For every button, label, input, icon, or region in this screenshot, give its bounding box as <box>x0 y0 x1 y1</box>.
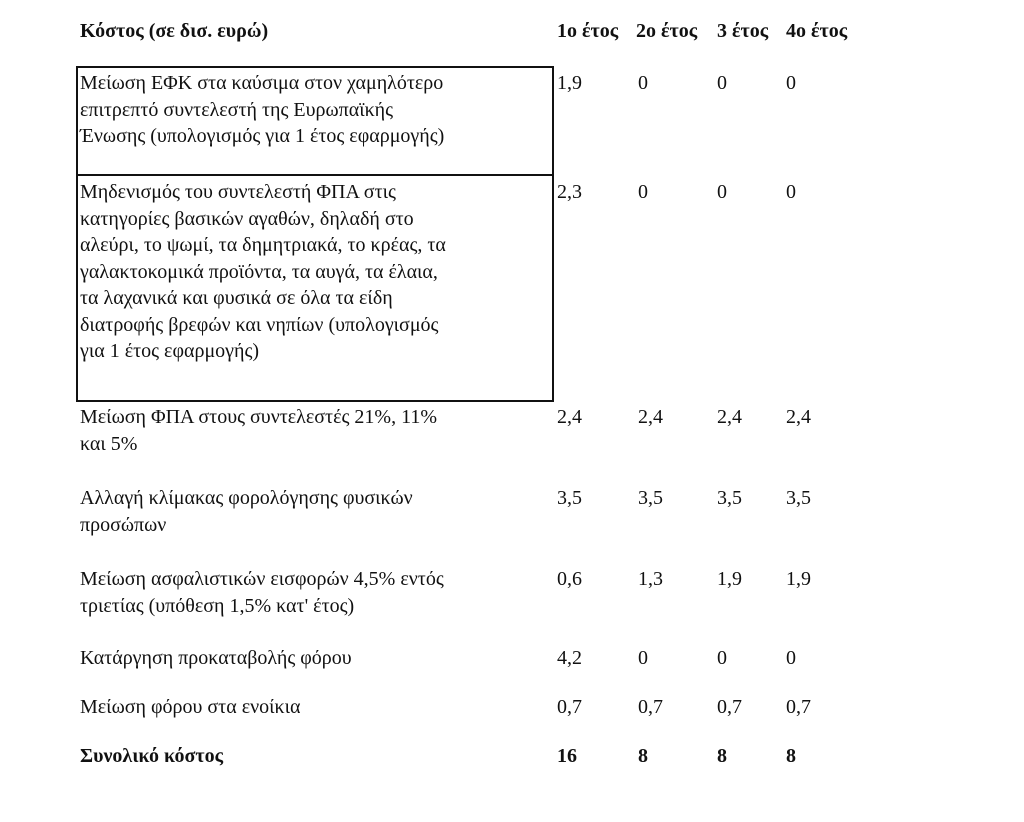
row-2-description <box>80 404 550 457</box>
row-3-year-1: 3,5 <box>557 487 582 509</box>
row-5-year-4: 0 <box>786 647 796 669</box>
total-year-4: 8 <box>786 745 796 767</box>
row-6-year-4: 0,7 <box>786 696 811 718</box>
total-year-3: 8 <box>717 745 727 767</box>
header-label: Κόστος (σε δισ. ευρώ) <box>80 20 269 42</box>
row-0-year-1: 1,9 <box>557 72 582 94</box>
row-6-description <box>80 694 550 721</box>
row-2-year-3: 2,4 <box>717 406 742 428</box>
row-4-year-1: 0,6 <box>557 568 582 590</box>
row-1-line-2: αλεύρι, το ψωμί, τα δημητριακά, το κρέας, τα <box>80 234 446 256</box>
row-5-year-1: 4,2 <box>557 647 582 669</box>
header-year-2: 2ο έτος <box>636 20 698 42</box>
row-0-year-2: 0 <box>638 72 648 94</box>
row-5-year-2: 0 <box>638 647 648 669</box>
row-0-year-3: 0 <box>717 72 727 94</box>
row-2-year-4: 2,4 <box>786 406 811 428</box>
row-6-year-1: 0,7 <box>557 696 582 718</box>
row-0-line-2: Ένωσης (υπολογισμός για 1 έτος εφαρμογής) <box>80 125 445 147</box>
row-4-description <box>80 566 550 619</box>
row-4-line-1: τριετίας (υπόθεση 1,5% κατ' έτος) <box>80 594 355 617</box>
row-1-line-3: γαλακτοκομικά προϊόντα, τα αυγά, τα έλαια, <box>80 260 438 283</box>
row-6-line-0: Μείωση φόρου στα ενοίκια <box>80 696 301 718</box>
row-3-line-1: προσώπων <box>80 513 167 536</box>
row-6-year-3: 0,7 <box>717 696 742 718</box>
row-4-year-4: 1,9 <box>786 568 811 590</box>
row-1-description <box>80 179 550 365</box>
total-label: Συνολικό κόστος <box>80 745 224 767</box>
row-0-line-1: επιτρεπτό συντελεστή της Ευρωπαϊκής <box>80 98 394 121</box>
row-0-line-0: Μείωση ΕΦΚ στα καύσιμα στον χαμηλότερο <box>80 72 444 94</box>
row-2-line-1: και 5% <box>80 432 138 455</box>
header-year-4: 4ο έτος <box>786 20 848 42</box>
row-1-year-2: 0 <box>638 181 648 203</box>
row-2-year-2: 2,4 <box>638 406 663 428</box>
header-year-3: 3 έτος <box>717 20 769 42</box>
row-1-year-1: 2,3 <box>557 181 582 203</box>
row-1-year-3: 0 <box>717 181 727 203</box>
row-5-line-0: Κατάργηση προκαταβολής φόρου <box>80 647 352 669</box>
total-year-2: 8 <box>638 745 648 767</box>
row-3-year-2: 3,5 <box>638 487 663 509</box>
row-2-line-0: Μείωση ΦΠΑ στους συντελεστές 21%, 11% <box>80 406 437 428</box>
row-1-line-5: διατροφής βρεφών και νηπίων (υπολογισμός <box>80 313 439 336</box>
header-year-1: 1ο έτος <box>557 20 619 42</box>
row-3-description <box>80 485 550 538</box>
row-1-line-1: κατηγορίες βασικών αγαθών, δηλαδή στο <box>80 207 414 230</box>
row-5-description <box>80 645 550 672</box>
row-4-year-3: 1,9 <box>717 568 742 590</box>
row-3-year-4: 3,5 <box>786 487 811 509</box>
row-0-description <box>80 70 550 150</box>
row-4-year-2: 1,3 <box>638 568 663 590</box>
row-6-year-2: 0,7 <box>638 696 663 718</box>
total-year-1: 16 <box>557 745 577 767</box>
row-1-line-0: Μηδενισμός του συντελεστή ΦΠΑ στις <box>80 181 396 203</box>
row-4-line-0: Μείωση ασφαλιστικών εισφορών 4,5% εντός <box>80 568 444 590</box>
row-1-year-4: 0 <box>786 181 796 203</box>
row-3-line-0: Αλλαγή κλίμακας φορολόγησης φυσικών <box>80 487 413 509</box>
row-1-line-4: τα λαχανικά και φυσικά σε όλα τα είδη <box>80 287 393 309</box>
row-0-year-4: 0 <box>786 72 796 94</box>
row-2-year-1: 2,4 <box>557 406 582 428</box>
row-5-year-3: 0 <box>717 647 727 669</box>
row-1-line-6: για 1 έτος εφαρμογής) <box>80 340 260 362</box>
row-3-year-3: 3,5 <box>717 487 742 509</box>
